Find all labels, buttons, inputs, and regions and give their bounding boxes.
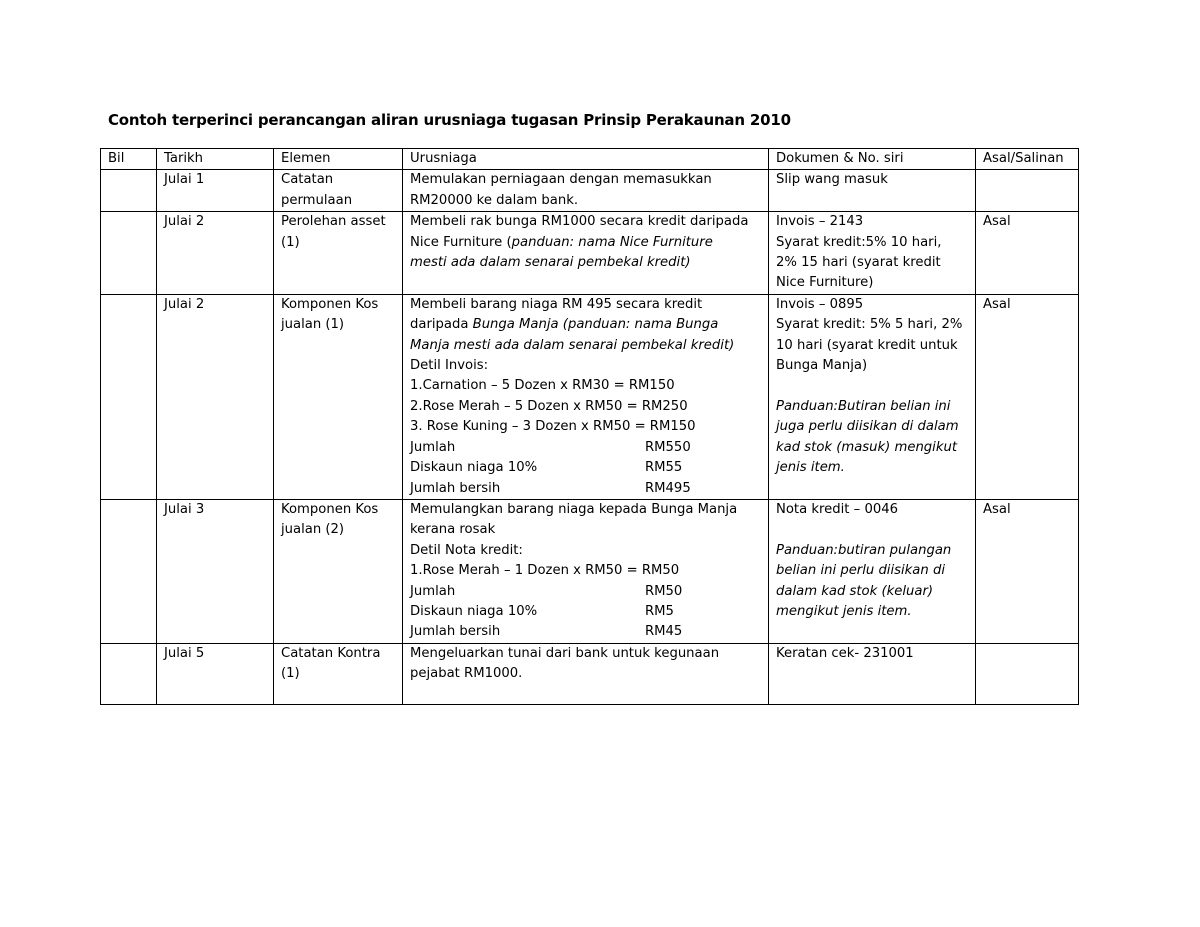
elemen-line: Komponen Kos: [281, 501, 379, 517]
header-urusniaga: Urusniaga: [403, 149, 769, 170]
cell-tarikh: Julai 2: [157, 212, 274, 295]
cell-elemen: [274, 643, 403, 704]
panduan-note: belian ini perlu diisikan di: [776, 563, 945, 579]
cell-elemen: [274, 170, 403, 212]
elemen-line: (1): [281, 666, 300, 682]
panduan-note: jenis item.: [776, 460, 845, 476]
cell-dokumen: [769, 212, 976, 295]
cell-asal: Asal: [976, 499, 1079, 643]
dokumen-line: Keratan cek- 231001: [776, 645, 914, 661]
cell-urusniaga: [403, 499, 769, 643]
header-tarikh: Tarikh: [157, 149, 274, 170]
cell-tarikh: Julai 5: [157, 643, 274, 704]
cell-asal: Asal: [976, 212, 1079, 295]
header-dokumen: Dokumen & No. siri: [769, 149, 976, 170]
panduan-note: kad stok (masuk) mengikut: [776, 439, 958, 455]
cell-urusniaga: [403, 294, 769, 499]
panduan-note: Manja mesti ada dalam senarai pembekal kredit): [410, 337, 735, 353]
table-row: [101, 294, 1079, 499]
urusniaga-line: Memulangkan barang niaga kepada Bunga Manja: [410, 501, 738, 517]
transaction-flow-table: [100, 148, 1079, 705]
urusniaga-text: Nice Furniture (: [410, 234, 512, 250]
cell-tarikh: Julai 2: [157, 294, 274, 499]
cell-bil: [101, 643, 157, 704]
dokumen-line: Invois – 2143: [776, 214, 864, 230]
panduan-note: mesti ada dalam senarai pembekal kredit): [410, 255, 691, 271]
total-line: [410, 479, 761, 499]
total-line: [410, 458, 761, 478]
document-title: Contoh terperinci perancangan aliran urusniaga tugasan Prinsip Perakaunan 2010: [108, 111, 791, 129]
header-bil: Bil: [101, 149, 157, 170]
total-value: RM5: [645, 603, 674, 619]
elemen-line: jualan (2): [281, 522, 345, 538]
panduan-note: juga perlu diisikan di dalam: [776, 419, 959, 435]
table-row: [101, 499, 1079, 643]
panduan-note: Panduan:butiran pulangan: [776, 542, 952, 558]
dokumen-line: Slip wang masuk: [776, 172, 888, 188]
urusniaga-line: RM20000 ke dalam bank.: [410, 192, 579, 208]
cell-asal: [976, 170, 1079, 212]
panduan-note: panduan: nama Nice Furniture: [511, 234, 713, 250]
dokumen-line: 10 hari (syarat kredit untuk: [776, 337, 958, 353]
cell-urusniaga: [403, 170, 769, 212]
dokumen-line: 2% 15 hari (syarat kredit: [776, 255, 941, 271]
total-line: [410, 582, 761, 602]
total-label: Jumlah: [410, 583, 456, 599]
spacer: [776, 520, 968, 540]
urusniaga-line: Membeli rak bunga RM1000 secara kredit daripada: [410, 214, 749, 230]
invoice-item: 2.Rose Merah – 5 Dozen x RM50 = RM250: [410, 398, 688, 414]
cell-elemen: [274, 499, 403, 643]
cell-bil: [101, 170, 157, 212]
table-row: [101, 212, 1079, 295]
panduan-note: Panduan:Butiran belian ini: [776, 398, 951, 414]
urusniaga-line: Mengeluarkan tunai dari bank untuk kegunaan: [410, 645, 720, 661]
urusniaga-line: Membeli barang niaga RM 495 secara kredit: [410, 296, 703, 312]
urusniaga-line: Memulakan perniagaan dengan memasukkan: [410, 172, 712, 188]
dokumen-line: Syarat kredit:5% 10 hari,: [776, 234, 942, 250]
elemen-line: permulaan: [281, 192, 353, 208]
cell-elemen: [274, 294, 403, 499]
cell-bil: [101, 499, 157, 643]
urusniaga-line: [410, 315, 761, 335]
urusniaga-line: kerana rosak: [410, 522, 496, 538]
dokumen-line: Nota kredit – 0046: [776, 501, 899, 517]
spacer: [776, 376, 968, 396]
total-line: [410, 438, 761, 458]
total-label: Jumlah: [410, 439, 456, 455]
table-header-row: [101, 149, 1079, 170]
elemen-line: Komponen Kos: [281, 296, 379, 312]
panduan-note: Bunga Manja (panduan: nama Bunga: [472, 317, 719, 333]
cell-asal: Asal: [976, 294, 1079, 499]
total-label: Jumlah bersih: [410, 624, 501, 640]
table-row: [101, 643, 1079, 704]
total-value: RM495: [645, 480, 691, 496]
cell-bil: [101, 294, 157, 499]
cell-tarikh: Julai 3: [157, 499, 274, 643]
total-label: Jumlah bersih: [410, 480, 501, 496]
table-row: [101, 170, 1079, 212]
elemen-line: Catatan Kontra: [281, 645, 381, 661]
urusniaga-line: [410, 233, 761, 253]
cell-dokumen: [769, 499, 976, 643]
dokumen-line: Syarat kredit: 5% 5 hari, 2%: [776, 317, 963, 333]
credit-note-item: 1.Rose Merah – 1 Dozen x RM50 = RM50: [410, 563, 680, 579]
cell-dokumen: [769, 643, 976, 704]
cell-dokumen: [769, 170, 976, 212]
cell-elemen: [274, 212, 403, 295]
cell-bil: [101, 212, 157, 295]
invoice-item: 1.Carnation – 5 Dozen x RM30 = RM150: [410, 378, 675, 394]
panduan-note: dalam kad stok (keluar): [776, 583, 934, 599]
invoice-item: 3. Rose Kuning – 3 Dozen x RM50 = RM150: [410, 419, 696, 435]
detail-heading: Detil Nota kredit:: [410, 542, 523, 558]
cell-urusniaga: [403, 643, 769, 704]
cell-tarikh: Julai 1: [157, 170, 274, 212]
total-line: [410, 622, 761, 642]
header-asal-salinan: Asal/Salinan: [976, 149, 1079, 170]
detail-heading: Detil Invois:: [410, 358, 489, 374]
total-value: RM45: [645, 624, 683, 640]
cell-dokumen: [769, 294, 976, 499]
total-value: RM50: [645, 583, 683, 599]
panduan-note: mengikut jenis item.: [776, 603, 912, 619]
cell-urusniaga: [403, 212, 769, 295]
dokumen-line: Bunga Manja): [776, 358, 868, 374]
urusniaga-line: pejabat RM1000.: [410, 666, 523, 682]
header-elemen: Elemen: [274, 149, 403, 170]
total-value: RM550: [645, 439, 691, 455]
elemen-line: (1): [281, 234, 300, 250]
cell-asal: [976, 643, 1079, 704]
total-value: RM55: [645, 460, 683, 476]
total-label: Diskaun niaga 10%: [410, 603, 538, 619]
total-line: [410, 602, 761, 622]
urusniaga-text: daripada: [410, 317, 473, 333]
dokumen-line: Nice Furniture): [776, 275, 874, 291]
dokumen-line: Invois – 0895: [776, 296, 864, 312]
elemen-line: jualan (1): [281, 317, 345, 333]
elemen-line: Perolehan asset: [281, 214, 386, 230]
total-label: Diskaun niaga 10%: [410, 460, 538, 476]
elemen-line: Catatan: [281, 172, 334, 188]
